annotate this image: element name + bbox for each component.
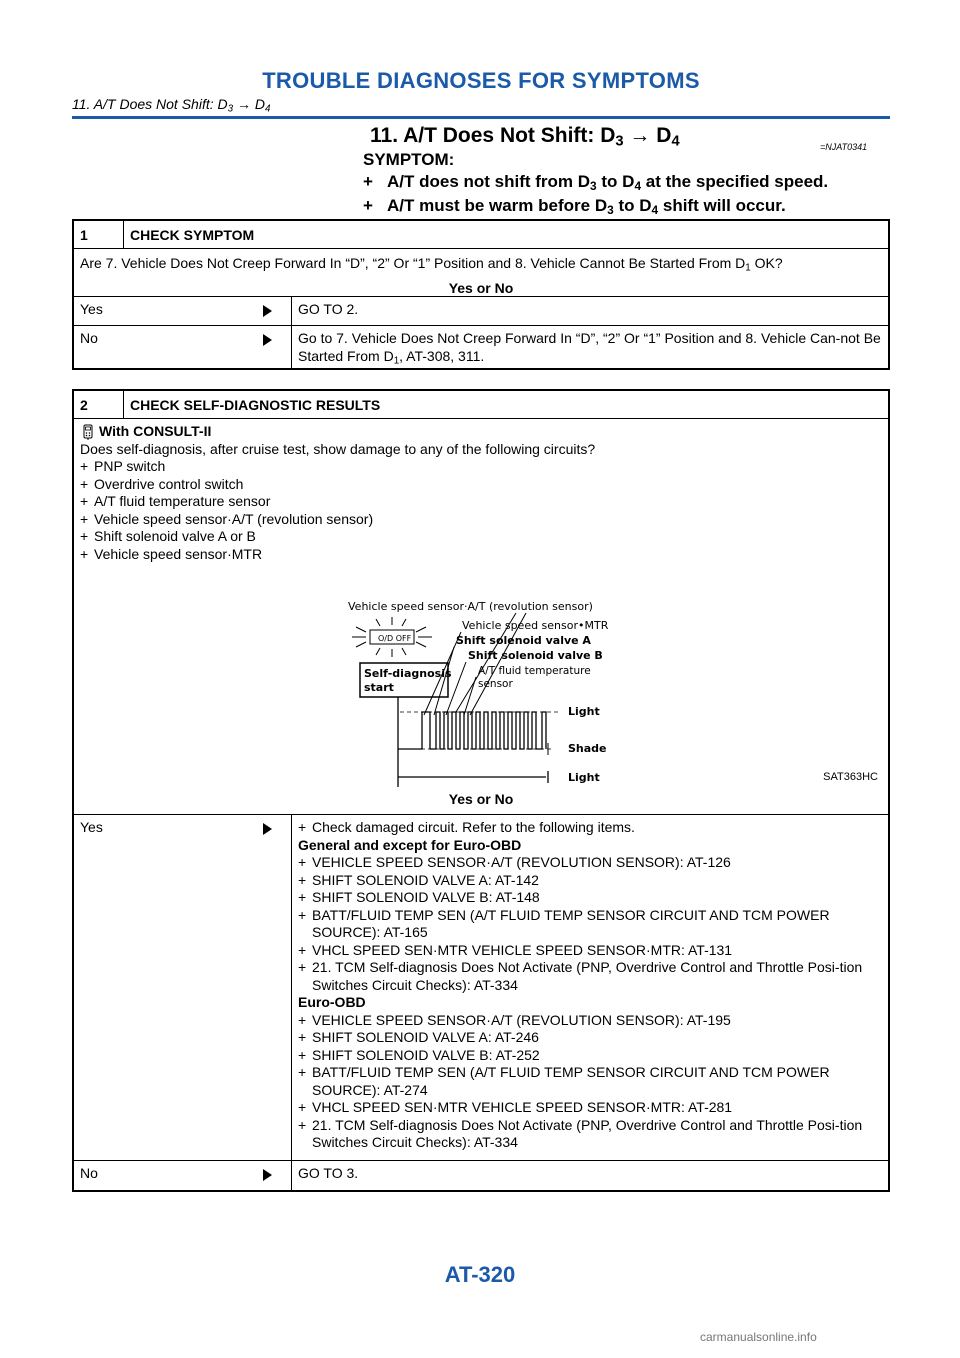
circuit-item [80,546,882,564]
consult-tool-icon [80,424,96,440]
step2-title-row [74,391,888,419]
ref-item-text: VEHICLE SPEED SENSOR·A/T (REVOLUTION SENSOR): AT-126 [312,854,731,870]
plus-bullet-icon: + [363,196,373,215]
circuit-item-text: Shift solenoid valve A or B [94,528,256,544]
figure-caption: SAT363HC [823,771,878,783]
fig-label-fluid-1: A/T fluid temperature [478,665,591,677]
circuit-item [80,476,882,494]
ref-item[interactable] [298,854,882,872]
plus-bullet-icon: + [298,906,307,923]
circuit-item [80,493,882,511]
step1-no-row [74,326,888,368]
plus-bullet-icon: + [298,941,307,958]
ref-item[interactable] [298,1099,882,1117]
circuit-item-text: Vehicle speed sensor·A/T (revolution sensor) [94,510,374,527]
fig-label-ssb: Shift solenoid valve B [468,649,603,662]
step1-question: Are 7. Vehicle Does Not Creep Forward In “D”, “2” Or “1” Position and 8. Vehicle Cannot Be Started From $D_1$ OK? Yes or No [74,249,888,297]
plus-bullet-icon: + [298,889,307,905]
step2-number: 2 [74,391,124,418]
step2-no-row [74,1161,888,1190]
ref-item-text: 21. TCM Self-diagnosis Does Not Activate (PNP, Overdrive Control and Throttle Posi-tion Switches Circuit Checks): AT-334 [312,959,863,993]
plus-bullet-icon: + [298,854,307,870]
step1-yes-row [74,297,888,326]
ref-item[interactable] [298,1047,882,1065]
step2-box [72,389,890,1192]
step2-question: Does self-diagnosis, after cruise test, show damage to any of the following circuits? [80,440,596,457]
group2-title: Euro-OBD [298,994,366,1010]
plus-bullet-icon: + [80,528,89,544]
step1-yes-or-no: Yes or No [448,279,514,296]
ref-item[interactable] [298,942,882,960]
ref-item[interactable] [298,907,882,942]
ref-item[interactable] [298,959,882,994]
ref-item-text: VHCL SPEED SEN·MTR VEHICLE SPEED SENSOR·MTR: AT-281 [312,1099,733,1115]
plus-bullet-icon: + [298,1099,307,1115]
plus-bullet-icon: + [298,959,307,975]
plus-bullet-icon: + [298,871,307,888]
arrow-right-icon [244,815,292,1160]
fig-label-start-1: Self-diagnosis [364,667,452,680]
fig-label-od-off: O/D OFF [378,634,412,643]
step1-title: CHECK SYMPTOM [130,226,255,243]
plus-bullet-icon: + [298,819,307,835]
section-title: 11. A/T Does Not Shift: $D_3 \to D_4$ [370,124,680,150]
step1-yes-action[interactable]: GO TO 2. [298,301,359,317]
step2-yes-action: + Check damaged circuit. Refer to the following items. General and except for Euro-OBD + VEHICLE SPEED SENSOR·A/T (REVOLUTION SENSOR): AT-126 + SHIFT SOLENOID VALVE A: AT-142 + SHIFT SOLENOID VALVE B: AT-148 + BATT/FLUID TEMP SEN (A/T FLUID TEMP SENSOR CIRCUIT AND TCM POWER SOURCE): AT-165 + VHCL SPEED SEN·MTR VEHICLE SPEED SENSOR·MTR: AT-131 + 21. TCM Self-diagnosis Does Not Activate (PNP, Overdrive Control and Throttle Posi-tion Switches Circuit Checks): AT-334 Euro-OBD + VEHICLE SPEED SENSOR·A/T (REVOLUTION SENSOR): AT-195 + SHIFT SOLENOID VALVE A: AT-246 + SHIFT SOLENOID VALVE B: AT-252 + BATT/FLUID TEMP SEN (A/T FLUID TEMP SENSOR CIRCUIT AND TCM POWER SOURCE): AT-274 + VHCL SPEED SEN·MTR VEHICLE SPEED SENSOR·MTR: AT-281 + 21. TCM Self-diagnosis Does Not Activate (PNP, Overdrive Control and Throttle Posi-tion Switches Circuit Checks): AT-334 [292,815,888,1160]
plus-bullet-icon: + [298,1011,307,1028]
plus-bullet-icon: + [80,493,89,509]
circuit-item [80,511,882,529]
ref-item-text: BATT/FLUID TEMP SEN (A/T FLUID TEMP SENSOR CIRCUIT AND TCM POWER SOURCE): AT-274 [312,1064,830,1098]
ref-item-text: SHIFT SOLENOID VALVE B: AT-252 [312,1046,540,1063]
step1-number: 1 [74,221,124,248]
circuit-item [80,528,882,546]
section-code: =NJAT0341 [820,142,868,152]
watermark: carmanualsonline.info [700,1330,817,1344]
self-diagnosis-figure [346,597,646,797]
plus-bullet-icon: + [80,475,89,492]
plus-bullet-icon: + [298,1116,307,1133]
ref-item[interactable] [298,889,882,907]
fig-label-shade: Shade [568,742,607,755]
ref-item-text: SHIFT SOLENOID VALVE B: AT-148 [312,889,540,905]
circuit-list [80,458,882,563]
plus-bullet-icon: + [298,1064,307,1080]
circuit-item-text: A/T fluid temperature sensor [94,493,271,509]
step2-no-label: No [80,1165,98,1181]
group1-list [298,854,882,994]
plus-bullet-icon: + [298,1046,307,1063]
step1-no-action[interactable]: Go to 7. Vehicle Does Not Creep Forward In “D”, “2” Or “1” Position and 8. Vehicle Can-not Be Started From $D_1$, AT-308, 311. [298,330,881,366]
ref-item-text: VEHICLE SPEED SENSOR·A/T (REVOLUTION SENSOR): AT-195 [312,1011,731,1028]
circuit-item-text: Overdrive control switch [94,475,244,492]
plus-bullet-icon: + [298,1029,307,1045]
step2-yes-row [74,815,888,1161]
arrow-right-icon [244,297,292,325]
fig-label-vss-at: Vehicle speed sensor·A/T (revolution sensor) [348,600,593,613]
step2-no-action[interactable]: GO TO 3. [298,1165,359,1181]
step1-no-label: No [80,330,98,346]
fig-label-fluid-2: sensor [478,678,513,690]
step1-box [72,219,890,370]
plus-bullet-icon: + [363,172,373,191]
ref-item[interactable] [298,1064,882,1099]
fig-label-light-2: Light [568,771,600,784]
ref-item[interactable] [298,872,882,890]
arrow-right-icon [244,326,292,368]
symptom-line-2: + A/T must be warm before $D_3$ to $D_4$ shift will occur. [363,196,786,217]
fig-label-start-2: start [364,681,394,694]
header-title: TROUBLE DIAGNOSES FOR SYMPTOMS [262,68,700,93]
ref-item-text: BATT/FLUID TEMP SEN (A/T FLUID TEMP SENSOR CIRCUIT AND TCM POWER SOURCE): AT-165 [312,906,830,940]
page-number: AT-320 [444,1262,516,1287]
fig-label-vss-mtr: Vehicle speed sensor•MTR [462,619,609,632]
circuit-item-text: Vehicle speed sensor·MTR [94,545,263,562]
header-subtitle: 11. A/T Does Not Shift: $D_3 \to D_4$ [72,96,271,115]
circuit-item [80,458,882,476]
ref-item-text: SHIFT SOLENOID VALVE A: AT-142 [312,871,539,888]
arrow-right-icon [244,1161,292,1190]
consult-line: With CONSULT-II [80,423,882,441]
ref-item-text: 21. TCM Self-diagnosis Does Not Activate (PNP, Overdrive Control and Throttle Posi-tion Switches Circuit Checks): AT-334 [312,1116,863,1150]
ref-item[interactable] [298,1117,882,1152]
ref-item[interactable] [298,1012,882,1030]
symptom-heading: SYMPTOM: [363,150,455,169]
plus-bullet-icon: + [80,458,89,474]
plus-bullet-icon: + [80,510,89,527]
step1-yes-label: Yes [80,301,103,317]
symptom-line-1: + A/T does not shift from $D_3$ to $D_4$ at the specified speed. [363,172,829,193]
ref-item-text: VHCL SPEED SEN·MTR VEHICLE SPEED SENSOR·MTR: AT-131 [312,941,733,958]
ref-item-text: SHIFT SOLENOID VALVE A: AT-246 [312,1029,539,1045]
plus-bullet-icon: + [80,545,89,562]
fig-label-ssa: Shift solenoid valve A [456,634,591,647]
step2-yes-label: Yes [80,819,103,835]
circuit-item-text: PNP switch [94,458,166,474]
group1-title: General and except for Euro-OBD [298,836,522,853]
step2-yes-or-no: Yes or No [448,791,514,807]
header-rule [72,116,890,119]
step2-question-cell [74,419,888,815]
step2-title: CHECK SELF-DIAGNOSTIC RESULTS [130,396,381,413]
fig-label-light-1: Light [568,705,600,718]
ref-item[interactable] [298,1029,882,1047]
step1-title-row [74,221,888,249]
group2-list [298,1012,882,1152]
